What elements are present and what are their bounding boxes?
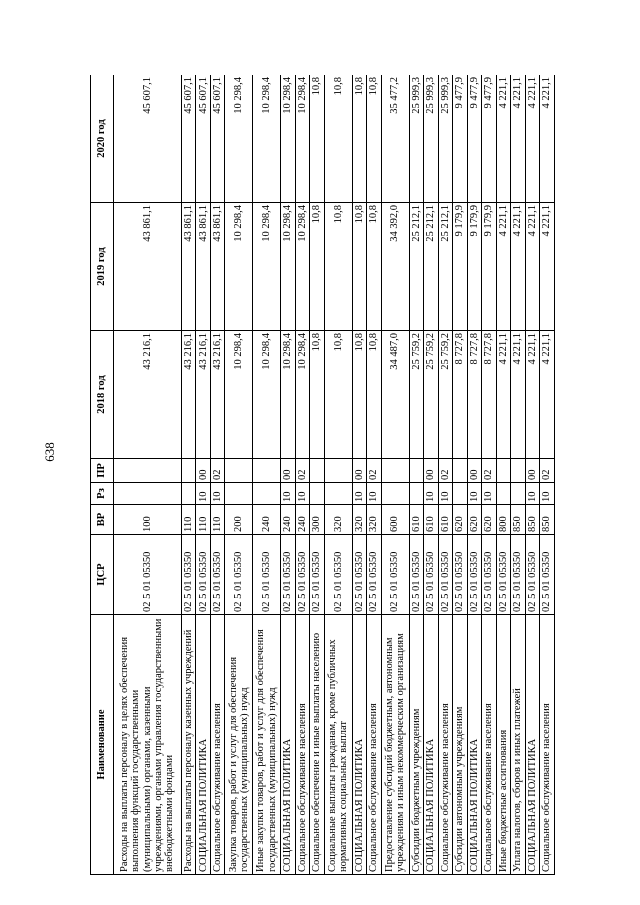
cell-2019: 9 179,9 bbox=[467, 203, 482, 331]
cell-2020: 10 298,4 bbox=[253, 75, 281, 203]
header-rz: Рз bbox=[91, 483, 114, 505]
cell-2019: 10,8 bbox=[367, 203, 382, 331]
table-row bbox=[525, 75, 540, 875]
cell-pr: 00 bbox=[352, 459, 367, 483]
cell-name: Закупка товаров, работ и услуг для обеспечения государственных (муниципальных) нужд bbox=[225, 615, 253, 875]
cell-name: Социальное обслуживание населения bbox=[540, 615, 555, 875]
header-year-2019: 2019 год bbox=[91, 203, 114, 331]
cell-rz bbox=[511, 483, 526, 505]
cell-pr bbox=[511, 459, 526, 483]
cell-rz: 10 bbox=[525, 483, 540, 505]
cell-pr bbox=[310, 459, 325, 483]
cell-name: СОЦИАЛЬНАЯ ПОЛИТИКА bbox=[196, 615, 211, 875]
cell-pr: 00 bbox=[196, 459, 211, 483]
cell-csr: 02 5 01 05350 bbox=[210, 535, 225, 615]
cell-csr: 02 5 01 05350 bbox=[496, 535, 511, 615]
cell-pr bbox=[253, 459, 281, 483]
header-year-2020: 2020 год bbox=[91, 75, 114, 203]
cell-rz bbox=[453, 483, 468, 505]
table-row bbox=[324, 75, 352, 875]
cell-2018: 34 487,0 bbox=[381, 331, 409, 459]
cell-2019: 25 212,1 bbox=[409, 203, 424, 331]
cell-rz: 10 bbox=[540, 483, 555, 505]
cell-2020: 10 298,4 bbox=[295, 75, 310, 203]
table-row bbox=[453, 75, 468, 875]
cell-2020: 10,8 bbox=[367, 75, 382, 203]
cell-name: Субсидии автономным учреждениям bbox=[453, 615, 468, 875]
table-row bbox=[424, 75, 439, 875]
table-row bbox=[281, 75, 296, 875]
cell-csr: 02 5 01 05350 bbox=[352, 535, 367, 615]
cell-csr: 02 5 01 05350 bbox=[424, 535, 439, 615]
cell-pr bbox=[181, 459, 196, 483]
cell-vr: 320 bbox=[367, 505, 382, 535]
cell-rz: 10 bbox=[281, 483, 296, 505]
budget-table bbox=[90, 75, 555, 875]
header-name: Наименование bbox=[91, 615, 114, 875]
cell-csr: 02 5 01 05350 bbox=[467, 535, 482, 615]
cell-2020: 45 607,1 bbox=[196, 75, 211, 203]
table-row bbox=[482, 75, 497, 875]
cell-2019: 43 861,1 bbox=[114, 203, 182, 331]
cell-2018: 8 727,8 bbox=[482, 331, 497, 459]
table-row bbox=[210, 75, 225, 875]
cell-name: Социальное обеспечение и иные выплаты населению bbox=[310, 615, 325, 875]
cell-vr: 240 bbox=[253, 505, 281, 535]
cell-vr: 850 bbox=[525, 505, 540, 535]
cell-2018: 43 216,1 bbox=[114, 331, 182, 459]
cell-2020: 10,8 bbox=[352, 75, 367, 203]
cell-csr: 02 5 01 05350 bbox=[295, 535, 310, 615]
cell-2020: 25 999,3 bbox=[424, 75, 439, 203]
cell-vr: 610 bbox=[424, 505, 439, 535]
cell-vr: 110 bbox=[210, 505, 225, 535]
header-csr: ЦСР bbox=[91, 535, 114, 615]
cell-2020: 25 999,3 bbox=[438, 75, 453, 203]
table-row bbox=[253, 75, 281, 875]
cell-pr bbox=[409, 459, 424, 483]
cell-rz: 10 bbox=[367, 483, 382, 505]
table-row bbox=[381, 75, 409, 875]
cell-name: СОЦИАЛЬНАЯ ПОЛИТИКА bbox=[467, 615, 482, 875]
cell-name: Социальные выплаты гражданам, кроме публичных нормативных социальных выплат bbox=[324, 615, 352, 875]
rotated-page-content bbox=[90, 75, 555, 875]
cell-vr: 850 bbox=[511, 505, 526, 535]
cell-vr: 600 bbox=[381, 505, 409, 535]
cell-rz: 10 bbox=[295, 483, 310, 505]
cell-2019: 10,8 bbox=[310, 203, 325, 331]
table-row bbox=[511, 75, 526, 875]
cell-pr bbox=[496, 459, 511, 483]
cell-csr: 02 5 01 05350 bbox=[225, 535, 253, 615]
cell-2018: 10 298,4 bbox=[295, 331, 310, 459]
table-body bbox=[114, 75, 555, 875]
cell-name: Уплата налогов, сборов и иных платежей bbox=[511, 615, 526, 875]
cell-pr: 02 bbox=[367, 459, 382, 483]
cell-2018: 43 216,1 bbox=[196, 331, 211, 459]
cell-vr: 240 bbox=[295, 505, 310, 535]
cell-vr: 610 bbox=[438, 505, 453, 535]
cell-csr: 02 5 01 05350 bbox=[525, 535, 540, 615]
cell-vr: 240 bbox=[281, 505, 296, 535]
cell-2018: 4 221,1 bbox=[540, 331, 555, 459]
cell-csr: 02 5 01 05350 bbox=[381, 535, 409, 615]
cell-2019: 10,8 bbox=[324, 203, 352, 331]
table-row bbox=[496, 75, 511, 875]
cell-pr bbox=[114, 459, 182, 483]
cell-csr: 02 5 01 05350 bbox=[367, 535, 382, 615]
cell-2018: 8 727,8 bbox=[453, 331, 468, 459]
cell-name: СОЦИАЛЬНАЯ ПОЛИТИКА bbox=[352, 615, 367, 875]
cell-pr: 00 bbox=[424, 459, 439, 483]
cell-rz bbox=[496, 483, 511, 505]
cell-2020: 45 607,1 bbox=[181, 75, 196, 203]
cell-2020: 45 607,1 bbox=[114, 75, 182, 203]
cell-2019: 43 861,1 bbox=[210, 203, 225, 331]
cell-2019: 10 298,4 bbox=[225, 203, 253, 331]
cell-csr: 02 5 01 05350 bbox=[409, 535, 424, 615]
header-vr: ВР bbox=[91, 505, 114, 535]
cell-csr: 02 5 01 05350 bbox=[310, 535, 325, 615]
cell-vr: 110 bbox=[181, 505, 196, 535]
cell-csr: 02 5 01 05350 bbox=[114, 535, 182, 615]
cell-rz: 10 bbox=[352, 483, 367, 505]
cell-2019: 25 212,1 bbox=[424, 203, 439, 331]
table-row bbox=[310, 75, 325, 875]
table-header-row bbox=[91, 75, 114, 875]
cell-2020: 4 221,1 bbox=[540, 75, 555, 203]
table-row bbox=[367, 75, 382, 875]
cell-2020: 25 999,3 bbox=[409, 75, 424, 203]
cell-csr: 02 5 01 05350 bbox=[181, 535, 196, 615]
cell-2020: 35 477,2 bbox=[381, 75, 409, 203]
cell-2018: 10,8 bbox=[310, 331, 325, 459]
cell-rz: 10 bbox=[438, 483, 453, 505]
cell-pr: 02 bbox=[210, 459, 225, 483]
cell-vr: 620 bbox=[482, 505, 497, 535]
header-year-2018: 2018 год bbox=[91, 331, 114, 459]
table-row bbox=[352, 75, 367, 875]
cell-name: Иные закупки товаров, работ и услуг для обеспечения государственных (муниципальных) нужд bbox=[253, 615, 281, 875]
cell-name: Предоставление субсидий бюджетным, автономным учреждениям и иным некоммерческим организациям bbox=[381, 615, 409, 875]
cell-pr: 00 bbox=[467, 459, 482, 483]
cell-rz bbox=[181, 483, 196, 505]
table-row bbox=[409, 75, 424, 875]
cell-2019: 9 179,9 bbox=[453, 203, 468, 331]
budget-table-container bbox=[90, 75, 555, 875]
cell-2019: 10,8 bbox=[352, 203, 367, 331]
cell-name: Иные бюджетные ассигнования bbox=[496, 615, 511, 875]
cell-2018: 43 216,1 bbox=[210, 331, 225, 459]
cell-rz: 10 bbox=[424, 483, 439, 505]
cell-2019: 25 212,1 bbox=[438, 203, 453, 331]
cell-2019: 4 221,1 bbox=[540, 203, 555, 331]
table-row bbox=[467, 75, 482, 875]
cell-rz bbox=[253, 483, 281, 505]
cell-vr: 610 bbox=[409, 505, 424, 535]
cell-vr: 850 bbox=[540, 505, 555, 535]
cell-name: Расходы на выплаты персоналу в целях обеспечения выполнения функций государственными (муниципальными) органами, казенными учреждениями, органами управления государственными внебюджетными фондами bbox=[114, 615, 182, 875]
cell-2018: 10,8 bbox=[367, 331, 382, 459]
cell-vr: 300 bbox=[310, 505, 325, 535]
cell-2019: 4 221,1 bbox=[511, 203, 526, 331]
cell-vr: 200 bbox=[225, 505, 253, 535]
cell-pr bbox=[381, 459, 409, 483]
cell-rz: 10 bbox=[210, 483, 225, 505]
cell-2018: 4 221,1 bbox=[525, 331, 540, 459]
cell-rz bbox=[310, 483, 325, 505]
cell-2018: 10 298,4 bbox=[225, 331, 253, 459]
table-row bbox=[438, 75, 453, 875]
table-row bbox=[295, 75, 310, 875]
cell-name: Субсидии бюджетным учреждениям bbox=[409, 615, 424, 875]
cell-2020: 10 298,4 bbox=[281, 75, 296, 203]
cell-2019: 9 179,9 bbox=[482, 203, 497, 331]
cell-pr bbox=[453, 459, 468, 483]
cell-2019: 10 298,4 bbox=[253, 203, 281, 331]
table-row bbox=[196, 75, 211, 875]
table-row bbox=[225, 75, 253, 875]
cell-rz bbox=[225, 483, 253, 505]
cell-vr: 100 bbox=[114, 505, 182, 535]
cell-2019: 4 221,1 bbox=[496, 203, 511, 331]
cell-rz: 10 bbox=[482, 483, 497, 505]
cell-rz bbox=[381, 483, 409, 505]
cell-pr: 02 bbox=[540, 459, 555, 483]
cell-csr: 02 5 01 05350 bbox=[511, 535, 526, 615]
cell-name: Социальное обслуживание населения bbox=[367, 615, 382, 875]
cell-pr bbox=[324, 459, 352, 483]
cell-2018: 8 727,8 bbox=[467, 331, 482, 459]
cell-2019: 43 861,1 bbox=[181, 203, 196, 331]
cell-csr: 02 5 01 05350 bbox=[281, 535, 296, 615]
cell-rz bbox=[114, 483, 182, 505]
cell-pr: 02 bbox=[482, 459, 497, 483]
cell-2020: 4 221,1 bbox=[511, 75, 526, 203]
cell-pr: 02 bbox=[295, 459, 310, 483]
cell-csr: 02 5 01 05350 bbox=[324, 535, 352, 615]
cell-2020: 9 477,9 bbox=[453, 75, 468, 203]
cell-vr: 800 bbox=[496, 505, 511, 535]
cell-2018: 10,8 bbox=[324, 331, 352, 459]
cell-2019: 4 221,1 bbox=[525, 203, 540, 331]
cell-2020: 4 221,1 bbox=[525, 75, 540, 203]
cell-vr: 620 bbox=[453, 505, 468, 535]
cell-2018: 4 221,1 bbox=[496, 331, 511, 459]
cell-rz: 10 bbox=[467, 483, 482, 505]
cell-name: Социальное обслуживание населения bbox=[210, 615, 225, 875]
cell-2019: 10 298,4 bbox=[295, 203, 310, 331]
cell-name: Расходы на выплаты персоналу казенных учреждений bbox=[181, 615, 196, 875]
cell-2019: 10 298,4 bbox=[281, 203, 296, 331]
cell-2018: 10 298,4 bbox=[253, 331, 281, 459]
cell-csr: 02 5 01 05350 bbox=[438, 535, 453, 615]
cell-name: Социальное обслуживание населения bbox=[438, 615, 453, 875]
table-row bbox=[540, 75, 555, 875]
table-row bbox=[181, 75, 196, 875]
table-row bbox=[114, 75, 182, 875]
cell-2018: 43 216,1 bbox=[181, 331, 196, 459]
cell-csr: 02 5 01 05350 bbox=[196, 535, 211, 615]
cell-csr: 02 5 01 05350 bbox=[482, 535, 497, 615]
cell-csr: 02 5 01 05350 bbox=[453, 535, 468, 615]
cell-name: СОЦИАЛЬНАЯ ПОЛИТИКА bbox=[424, 615, 439, 875]
page-number: 638 bbox=[42, 442, 57, 462]
cell-rz: 10 bbox=[196, 483, 211, 505]
header-pr: ПР bbox=[91, 459, 114, 483]
cell-rz bbox=[409, 483, 424, 505]
cell-name: Социальное обслуживание населения bbox=[482, 615, 497, 875]
cell-2020: 10,8 bbox=[324, 75, 352, 203]
cell-2018: 10,8 bbox=[352, 331, 367, 459]
cell-2020: 10,8 bbox=[310, 75, 325, 203]
cell-vr: 110 bbox=[196, 505, 211, 535]
cell-2020: 10 298,4 bbox=[225, 75, 253, 203]
cell-rz bbox=[324, 483, 352, 505]
cell-vr: 320 bbox=[352, 505, 367, 535]
cell-2018: 25 759,2 bbox=[438, 331, 453, 459]
cell-pr: 00 bbox=[281, 459, 296, 483]
cell-vr: 320 bbox=[324, 505, 352, 535]
cell-2018: 4 221,1 bbox=[511, 331, 526, 459]
cell-csr: 02 5 01 05350 bbox=[540, 535, 555, 615]
cell-vr: 620 bbox=[467, 505, 482, 535]
cell-2020: 9 477,9 bbox=[467, 75, 482, 203]
cell-2019: 34 392,0 bbox=[381, 203, 409, 331]
cell-2018: 25 759,2 bbox=[424, 331, 439, 459]
cell-name: СОЦИАЛЬНАЯ ПОЛИТИКА bbox=[525, 615, 540, 875]
cell-pr: 02 bbox=[438, 459, 453, 483]
cell-2020: 4 221,1 bbox=[496, 75, 511, 203]
cell-name: СОЦИАЛЬНАЯ ПОЛИТИКА bbox=[281, 615, 296, 875]
cell-2020: 45 607,1 bbox=[210, 75, 225, 203]
cell-pr: 00 bbox=[525, 459, 540, 483]
cell-csr: 02 5 01 05350 bbox=[253, 535, 281, 615]
cell-2020: 9 477,9 bbox=[482, 75, 497, 203]
cell-2018: 25 759,2 bbox=[409, 331, 424, 459]
cell-2019: 43 861,1 bbox=[196, 203, 211, 331]
cell-2018: 10 298,4 bbox=[281, 331, 296, 459]
cell-name: Социальное обслуживание населения bbox=[295, 615, 310, 875]
cell-pr bbox=[225, 459, 253, 483]
